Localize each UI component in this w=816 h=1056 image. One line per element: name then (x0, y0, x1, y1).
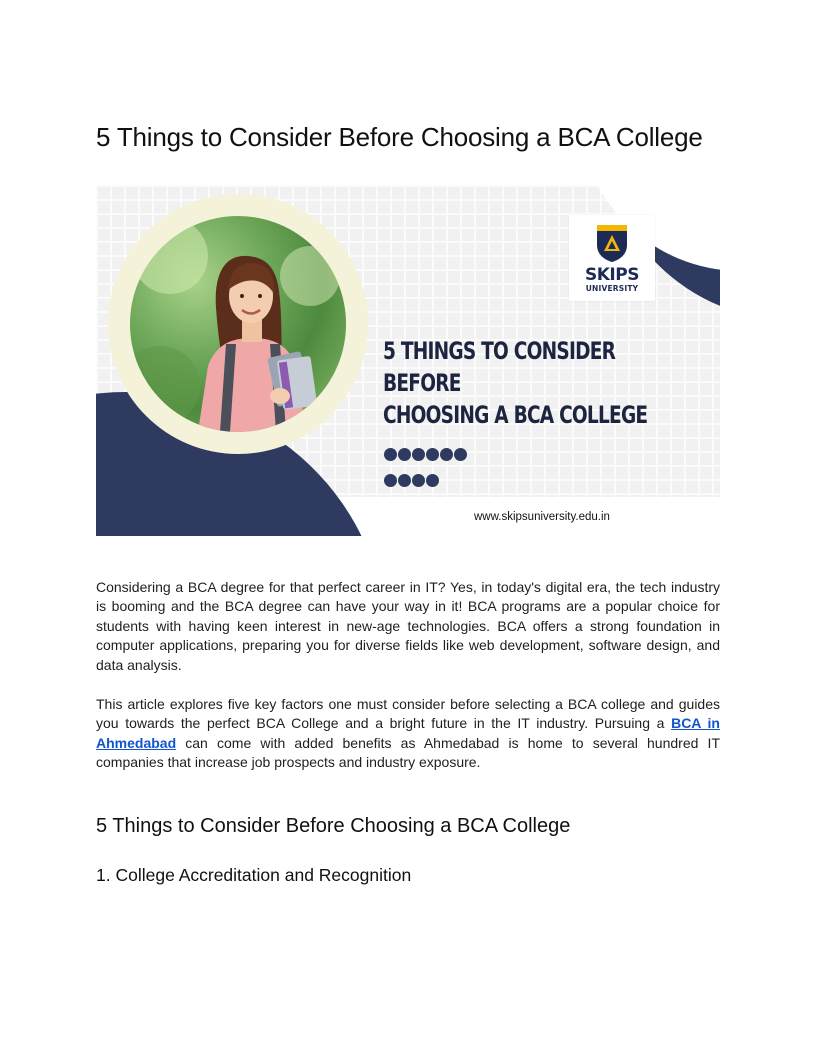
banner-heading-line-2: CHOOSING A BCA COLLEGE (383, 401, 648, 429)
page-title: 5 Things to Consider Before Choosing a BCA College (96, 122, 703, 152)
logo-subtitle: UNIVERSITY (585, 284, 639, 293)
section-heading: 5 Things to Consider Before Choosing a BCA College (96, 815, 571, 837)
student-photo (130, 216, 346, 432)
dot-icon (426, 474, 439, 487)
dot-icon (384, 474, 397, 487)
skips-logo (569, 215, 655, 301)
logo-name: SKIPS (585, 265, 639, 285)
dot-icon (454, 448, 467, 461)
decorative-dots (384, 448, 474, 500)
paragraph-text-after-link: can come with added benefits as Ahmedabad is home to several hundred IT companies that increase job prospects and industry exposure. (96, 734, 720, 771)
banner-image (96, 185, 720, 536)
dot-icon (412, 474, 425, 487)
banner-heading (383, 335, 667, 431)
student-illustration (130, 216, 346, 432)
article-paragraph (96, 695, 720, 773)
dot-icon (398, 474, 411, 487)
banner-url: www.skipsuniversity.edu.in (474, 511, 610, 523)
paragraph-text-before-link: This article explores five key factors one must consider before selecting a BCA college and guides you towards the perfect BCA College and a bright future in the IT industry. Pursuing a (96, 696, 720, 732)
banner-heading-line-1: 5 THINGS TO CONSIDER BEFORE (383, 337, 616, 397)
dot-icon (384, 448, 397, 461)
bca-ahmedabad-link[interactable]: BCA in Ahmedabad (96, 715, 720, 751)
dot-icon (426, 448, 439, 461)
intro-paragraph: Considering a BCA degree for that perfect career in IT? Yes, in today's digital era, the tech industry is booming and the BCA degree can have your way in it! BCA programs are a popular choice for students with having keen interest in new-age technologies. BCA offers a strong foundation in computer applications, preparing you for diverse fields like web development, software design, and data analysis. (96, 579, 720, 673)
dot-icon (440, 448, 453, 461)
shield-icon (595, 223, 629, 263)
sub-heading: 1. College Accreditation and Recognition (96, 865, 412, 885)
dot-icon (412, 448, 425, 461)
dot-icon (398, 448, 411, 461)
